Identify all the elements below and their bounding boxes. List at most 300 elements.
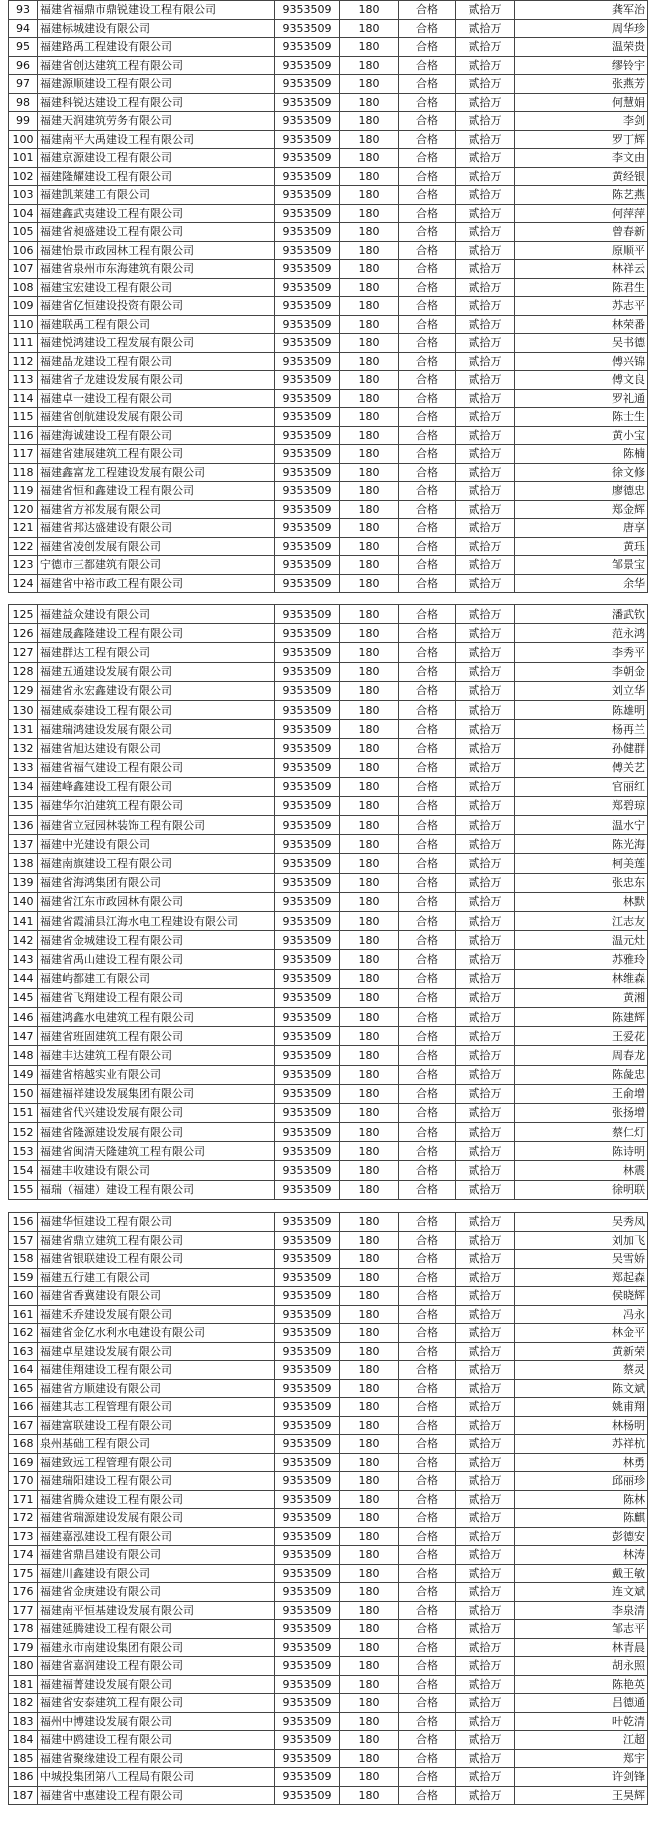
table-row	[9, 835, 648, 854]
amount-value: 贰拾万	[456, 700, 515, 719]
company-name: 福建省腾众建设工程有限公司	[38, 1490, 275, 1509]
person-name: 黄新荣	[515, 1342, 648, 1361]
company-name: 福建鑫富龙工程建设发展有限公司	[38, 463, 275, 482]
amount-value: 贰拾万	[456, 519, 515, 538]
cert-code: 9353509	[275, 1084, 340, 1103]
company-name: 福建瑞阳建设工程有限公司	[38, 1472, 275, 1491]
cert-code: 9353509	[275, 519, 340, 538]
company-name: 福建省瑞源建设发展有限公司	[38, 1509, 275, 1528]
company-name: 福建标城建设有限公司	[38, 19, 275, 38]
result-value: 合格	[399, 1379, 456, 1398]
table-row	[9, 1490, 648, 1509]
person-name: 胡永照	[515, 1657, 648, 1676]
company-name: 福建省飞翔建设工程有限公司	[38, 988, 275, 1007]
result-value: 合格	[399, 796, 456, 815]
row-number: 139	[9, 873, 38, 892]
company-name: 福建省海鸿集团有限公司	[38, 873, 275, 892]
cert-code: 9353509	[275, 1416, 340, 1435]
duration-value: 180	[340, 1305, 399, 1324]
company-name: 福建其志工程管理有限公司	[38, 1398, 275, 1417]
result-value: 合格	[399, 892, 456, 911]
company-name: 福建省银联建设工程有限公司	[38, 1250, 275, 1269]
row-number: 177	[9, 1601, 38, 1620]
duration-value: 180	[340, 912, 399, 931]
table-row	[9, 931, 648, 950]
row-number: 159	[9, 1268, 38, 1287]
amount-value: 贰拾万	[456, 1268, 515, 1287]
row-number: 152	[9, 1123, 38, 1142]
duration-value: 180	[340, 969, 399, 988]
amount-value: 贰拾万	[456, 1694, 515, 1713]
cert-code: 9353509	[275, 777, 340, 796]
duration-value: 180	[340, 241, 399, 260]
amount-value: 贰拾万	[456, 19, 515, 38]
amount-value: 贰拾万	[456, 149, 515, 168]
result-value: 合格	[399, 988, 456, 1007]
amount-value: 贰拾万	[456, 796, 515, 815]
row-number: 131	[9, 720, 38, 739]
cert-code: 9353509	[275, 1268, 340, 1287]
person-name: 郑金辉	[515, 500, 648, 519]
table-row	[9, 1527, 648, 1546]
duration-value: 180	[340, 1324, 399, 1343]
row-number: 182	[9, 1694, 38, 1713]
table-row	[9, 537, 648, 556]
row-number: 93	[9, 1, 38, 20]
table-row	[9, 112, 648, 131]
table-row	[9, 1213, 648, 1232]
company-name: 福建省榕越实业有限公司	[38, 1065, 275, 1084]
result-value: 合格	[399, 223, 456, 242]
amount-value: 贰拾万	[456, 1305, 515, 1324]
duration-value: 180	[340, 1749, 399, 1768]
result-value: 合格	[399, 408, 456, 427]
table-row	[9, 519, 648, 538]
result-value: 合格	[399, 931, 456, 950]
amount-value: 贰拾万	[456, 93, 515, 112]
row-number: 121	[9, 519, 38, 538]
table-row	[9, 445, 648, 464]
amount-value: 贰拾万	[456, 873, 515, 892]
person-name: 陈艳英	[515, 1675, 648, 1694]
company-name: 福建海诚建设工程有限公司	[38, 426, 275, 445]
table-row	[9, 408, 648, 427]
table-row	[9, 1007, 648, 1026]
company-name: 福建省方祁发展有限公司	[38, 500, 275, 519]
table-row	[9, 739, 648, 758]
result-value: 合格	[399, 777, 456, 796]
cert-code: 9353509	[275, 1675, 340, 1694]
result-value: 合格	[399, 1453, 456, 1472]
table-row	[9, 1768, 648, 1787]
row-number: 145	[9, 988, 38, 1007]
company-name: 福建中光建设有限公司	[38, 835, 275, 854]
result-value: 合格	[399, 873, 456, 892]
result-value: 合格	[399, 720, 456, 739]
amount-value: 贰拾万	[456, 1379, 515, 1398]
row-number: 109	[9, 297, 38, 316]
duration-value: 180	[340, 1398, 399, 1417]
duration-value: 180	[340, 204, 399, 223]
person-name: 傅兴锦	[515, 352, 648, 371]
cert-code: 9353509	[275, 1435, 340, 1454]
result-value: 合格	[399, 204, 456, 223]
cert-code: 9353509	[275, 389, 340, 408]
duration-value: 180	[340, 223, 399, 242]
company-name: 福建省闽清天隆建筑工程有限公司	[38, 1142, 275, 1161]
duration-value: 180	[340, 1657, 399, 1676]
person-name: 温水宁	[515, 816, 648, 835]
amount-value: 贰拾万	[456, 605, 515, 624]
duration-value: 180	[340, 1638, 399, 1657]
cert-code: 9353509	[275, 241, 340, 260]
result-value: 合格	[399, 297, 456, 316]
person-name: 刘加飞	[515, 1231, 648, 1250]
company-name: 福建南平大禹建设工程有限公司	[38, 130, 275, 149]
table-row	[9, 1268, 648, 1287]
table-row	[9, 1638, 648, 1657]
person-name: 傅关艺	[515, 758, 648, 777]
duration-value: 180	[340, 1786, 399, 1805]
cert-code: 9353509	[275, 112, 340, 131]
table-row	[9, 352, 648, 371]
table-row	[9, 1398, 648, 1417]
amount-value: 贰拾万	[456, 1638, 515, 1657]
amount-value: 贰拾万	[456, 758, 515, 777]
table-row	[9, 315, 648, 334]
person-name: 潘武钦	[515, 605, 648, 624]
person-name: 李剑	[515, 112, 648, 131]
person-name: 王昊辉	[515, 1786, 648, 1805]
company-name: 福建卓一建设工程有限公司	[38, 389, 275, 408]
person-name: 林默	[515, 892, 648, 911]
amount-value: 贰拾万	[456, 408, 515, 427]
amount-value: 贰拾万	[456, 931, 515, 950]
table-row	[9, 643, 648, 662]
amount-value: 贰拾万	[456, 130, 515, 149]
table-row	[9, 605, 648, 624]
cert-code: 9353509	[275, 1453, 340, 1472]
result-value: 合格	[399, 75, 456, 94]
company-name: 福建省永宏鑫建设有限公司	[38, 681, 275, 700]
company-name: 福建华恒建设工程有限公司	[38, 1213, 275, 1232]
result-value: 合格	[399, 260, 456, 279]
duration-value: 180	[340, 1620, 399, 1639]
row-number: 136	[9, 816, 38, 835]
duration-value: 180	[340, 1231, 399, 1250]
person-name: 林青晨	[515, 1638, 648, 1657]
duration-value: 180	[340, 1268, 399, 1287]
row-number: 129	[9, 681, 38, 700]
result-value: 合格	[399, 1786, 456, 1805]
table-row	[9, 624, 648, 643]
result-value: 合格	[399, 969, 456, 988]
company-name: 宁德市三都建筑有限公司	[38, 556, 275, 575]
row-number: 96	[9, 56, 38, 75]
duration-value: 180	[340, 777, 399, 796]
cert-code: 9353509	[275, 408, 340, 427]
person-name: 郑宇	[515, 1749, 648, 1768]
duration-value: 180	[340, 519, 399, 538]
row-number: 122	[9, 537, 38, 556]
cert-code: 9353509	[275, 643, 340, 662]
row-number: 101	[9, 149, 38, 168]
result-value: 合格	[399, 1046, 456, 1065]
table-row	[9, 1694, 648, 1713]
person-name: 连文斌	[515, 1583, 648, 1602]
company-name: 福建天润建筑劳务有限公司	[38, 112, 275, 131]
cert-code: 9353509	[275, 1342, 340, 1361]
company-name: 福建省创航建设发展有限公司	[38, 408, 275, 427]
row-number: 157	[9, 1231, 38, 1250]
person-name: 陈楠	[515, 445, 648, 464]
amount-value: 贰拾万	[456, 1416, 515, 1435]
cert-code: 9353509	[275, 1546, 340, 1565]
company-name: 福建省凌创发展有限公司	[38, 537, 275, 556]
amount-value: 贰拾万	[456, 1361, 515, 1380]
cert-code: 9353509	[275, 1305, 340, 1324]
row-number: 173	[9, 1527, 38, 1546]
cert-code: 9353509	[275, 1768, 340, 1787]
cert-code: 9353509	[275, 912, 340, 931]
duration-value: 180	[340, 149, 399, 168]
amount-value: 贰拾万	[456, 720, 515, 739]
amount-value: 贰拾万	[456, 1342, 515, 1361]
amount-value: 贰拾万	[456, 1601, 515, 1620]
duration-value: 180	[340, 112, 399, 131]
person-name: 陈雄明	[515, 700, 648, 719]
table-row	[9, 56, 648, 75]
amount-value: 贰拾万	[456, 1583, 515, 1602]
row-number: 166	[9, 1398, 38, 1417]
amount-value: 贰拾万	[456, 1675, 515, 1694]
amount-value: 贰拾万	[456, 1250, 515, 1269]
duration-value: 180	[340, 662, 399, 681]
person-name: 江志友	[515, 912, 648, 931]
person-name: 李秀平	[515, 643, 648, 662]
result-value: 合格	[399, 950, 456, 969]
duration-value: 180	[340, 1509, 399, 1528]
cert-code: 9353509	[275, 1694, 340, 1713]
company-name: 福建省代兴建设发展有限公司	[38, 1103, 275, 1122]
duration-value: 180	[340, 873, 399, 892]
table-row	[9, 1305, 648, 1324]
row-number: 175	[9, 1564, 38, 1583]
company-name: 福建丰达建筑工程有限公司	[38, 1046, 275, 1065]
row-number: 164	[9, 1361, 38, 1380]
cert-code: 9353509	[275, 38, 340, 57]
duration-value: 180	[340, 835, 399, 854]
person-name: 林杨明	[515, 1416, 648, 1435]
row-number: 137	[9, 835, 38, 854]
company-name: 福建五通建设发展有限公司	[38, 662, 275, 681]
duration-value: 180	[340, 1490, 399, 1509]
row-number: 104	[9, 204, 38, 223]
table-row	[9, 1620, 648, 1639]
cert-code: 9353509	[275, 93, 340, 112]
table-row	[9, 93, 648, 112]
table-row	[9, 1472, 648, 1491]
company-name: 福建致远工程管理有限公司	[38, 1453, 275, 1472]
company-name: 福建晶龙建设工程有限公司	[38, 352, 275, 371]
table-row	[9, 186, 648, 205]
result-value: 合格	[399, 1657, 456, 1676]
person-name: 蔡仁灯	[515, 1123, 648, 1142]
person-name: 吴书德	[515, 334, 648, 353]
row-number: 117	[9, 445, 38, 464]
table-row	[9, 204, 648, 223]
duration-value: 180	[340, 186, 399, 205]
cert-code: 9353509	[275, 1657, 340, 1676]
cert-code: 9353509	[275, 1620, 340, 1639]
amount-value: 贰拾万	[456, 1103, 515, 1122]
company-name: 中城投集团第八工程局有限公司	[38, 1768, 275, 1787]
row-number: 132	[9, 739, 38, 758]
cert-code: 9353509	[275, 1490, 340, 1509]
person-name: 姚甫翔	[515, 1398, 648, 1417]
result-value: 合格	[399, 445, 456, 464]
amount-value: 贰拾万	[456, 75, 515, 94]
duration-value: 180	[340, 426, 399, 445]
person-name: 李文由	[515, 149, 648, 168]
result-value: 合格	[399, 1342, 456, 1361]
row-number: 181	[9, 1675, 38, 1694]
amount-value: 贰拾万	[456, 371, 515, 390]
company-name: 泉州基础工程有限公司	[38, 1435, 275, 1454]
row-number: 134	[9, 777, 38, 796]
duration-value: 180	[340, 167, 399, 186]
cert-code: 9353509	[275, 950, 340, 969]
duration-value: 180	[340, 389, 399, 408]
cert-code: 9353509	[275, 556, 340, 575]
duration-value: 180	[340, 1287, 399, 1306]
amount-value: 贰拾万	[456, 624, 515, 643]
row-number: 183	[9, 1712, 38, 1731]
duration-value: 180	[340, 700, 399, 719]
result-value: 合格	[399, 1180, 456, 1199]
amount-value: 贰拾万	[456, 1065, 515, 1084]
cert-code: 9353509	[275, 352, 340, 371]
duration-value: 180	[340, 1161, 399, 1180]
amount-value: 贰拾万	[456, 988, 515, 1007]
row-number: 100	[9, 130, 38, 149]
duration-value: 180	[340, 1007, 399, 1026]
person-name: 黄小宝	[515, 426, 648, 445]
result-value: 合格	[399, 38, 456, 57]
cert-code: 9353509	[275, 334, 340, 353]
person-name: 原顺平	[515, 241, 648, 260]
table-row	[9, 1046, 648, 1065]
person-name: 黄珏	[515, 537, 648, 556]
amount-value: 贰拾万	[456, 1398, 515, 1417]
duration-value: 180	[340, 75, 399, 94]
person-name: 傅文良	[515, 371, 648, 390]
cert-code: 9353509	[275, 371, 340, 390]
duration-value: 180	[340, 38, 399, 57]
table-row	[9, 1342, 648, 1361]
duration-value: 180	[340, 445, 399, 464]
person-name: 张燕芳	[515, 75, 648, 94]
person-name: 陈君生	[515, 278, 648, 297]
person-name: 林荣番	[515, 315, 648, 334]
amount-value: 贰拾万	[456, 854, 515, 873]
person-name: 黄经银	[515, 167, 648, 186]
amount-value: 贰拾万	[456, 167, 515, 186]
person-name: 陈光海	[515, 835, 648, 854]
result-value: 合格	[399, 1527, 456, 1546]
cert-code: 9353509	[275, 315, 340, 334]
person-name: 张忠东	[515, 873, 648, 892]
result-value: 合格	[399, 1472, 456, 1491]
duration-value: 180	[340, 556, 399, 575]
result-value: 合格	[399, 1638, 456, 1657]
cert-code: 9353509	[275, 1786, 340, 1805]
result-value: 合格	[399, 112, 456, 131]
cert-code: 9353509	[275, 463, 340, 482]
person-name: 侯晓辉	[515, 1287, 648, 1306]
amount-value: 贰拾万	[456, 1657, 515, 1676]
table-row	[9, 1361, 648, 1380]
result-value: 合格	[399, 426, 456, 445]
row-number: 126	[9, 624, 38, 643]
result-value: 合格	[399, 739, 456, 758]
duration-value: 180	[340, 1546, 399, 1565]
table-row	[9, 873, 648, 892]
duration-value: 180	[340, 1527, 399, 1546]
company-name: 福建凯莱建工有限公司	[38, 186, 275, 205]
person-name: 蔡灵	[515, 1361, 648, 1380]
amount-value: 贰拾万	[456, 482, 515, 501]
table-row	[9, 1, 648, 20]
table-block-2	[8, 604, 648, 1200]
company-name: 福建益众建设有限公司	[38, 605, 275, 624]
row-number: 138	[9, 854, 38, 873]
table-row	[9, 38, 648, 57]
amount-value: 贰拾万	[456, 463, 515, 482]
cert-code: 9353509	[275, 149, 340, 168]
company-name: 福建省金亿水利水电建设有限公司	[38, 1324, 275, 1343]
cert-code: 9353509	[275, 1, 340, 20]
duration-value: 180	[340, 1142, 399, 1161]
table-row	[9, 1786, 648, 1805]
table-row	[9, 1546, 648, 1565]
cert-code: 9353509	[275, 969, 340, 988]
company-name: 福建省鼎昌建设有限公司	[38, 1546, 275, 1565]
person-name: 陈彘忠	[515, 1065, 648, 1084]
person-name: 温元灶	[515, 931, 648, 950]
row-number: 108	[9, 278, 38, 297]
person-name: 苏志平	[515, 297, 648, 316]
person-name: 陈林	[515, 1490, 648, 1509]
table-row	[9, 681, 648, 700]
amount-value: 贰拾万	[456, 1712, 515, 1731]
company-name: 福建峰鑫建设工程有限公司	[38, 777, 275, 796]
amount-value: 贰拾万	[456, 835, 515, 854]
company-name: 福建悦鸿建设工程发展有限公司	[38, 334, 275, 353]
company-name: 福建丰收建设有限公司	[38, 1161, 275, 1180]
cert-code: 9353509	[275, 19, 340, 38]
company-name: 福建省隆源建设发展有限公司	[38, 1123, 275, 1142]
row-number: 163	[9, 1342, 38, 1361]
result-value: 合格	[399, 537, 456, 556]
amount-value: 贰拾万	[456, 1731, 515, 1750]
amount-value: 贰拾万	[456, 1027, 515, 1046]
table-row	[9, 1161, 648, 1180]
amount-value: 贰拾万	[456, 260, 515, 279]
table-row	[9, 1324, 648, 1343]
row-number: 165	[9, 1379, 38, 1398]
table-row	[9, 1287, 648, 1306]
